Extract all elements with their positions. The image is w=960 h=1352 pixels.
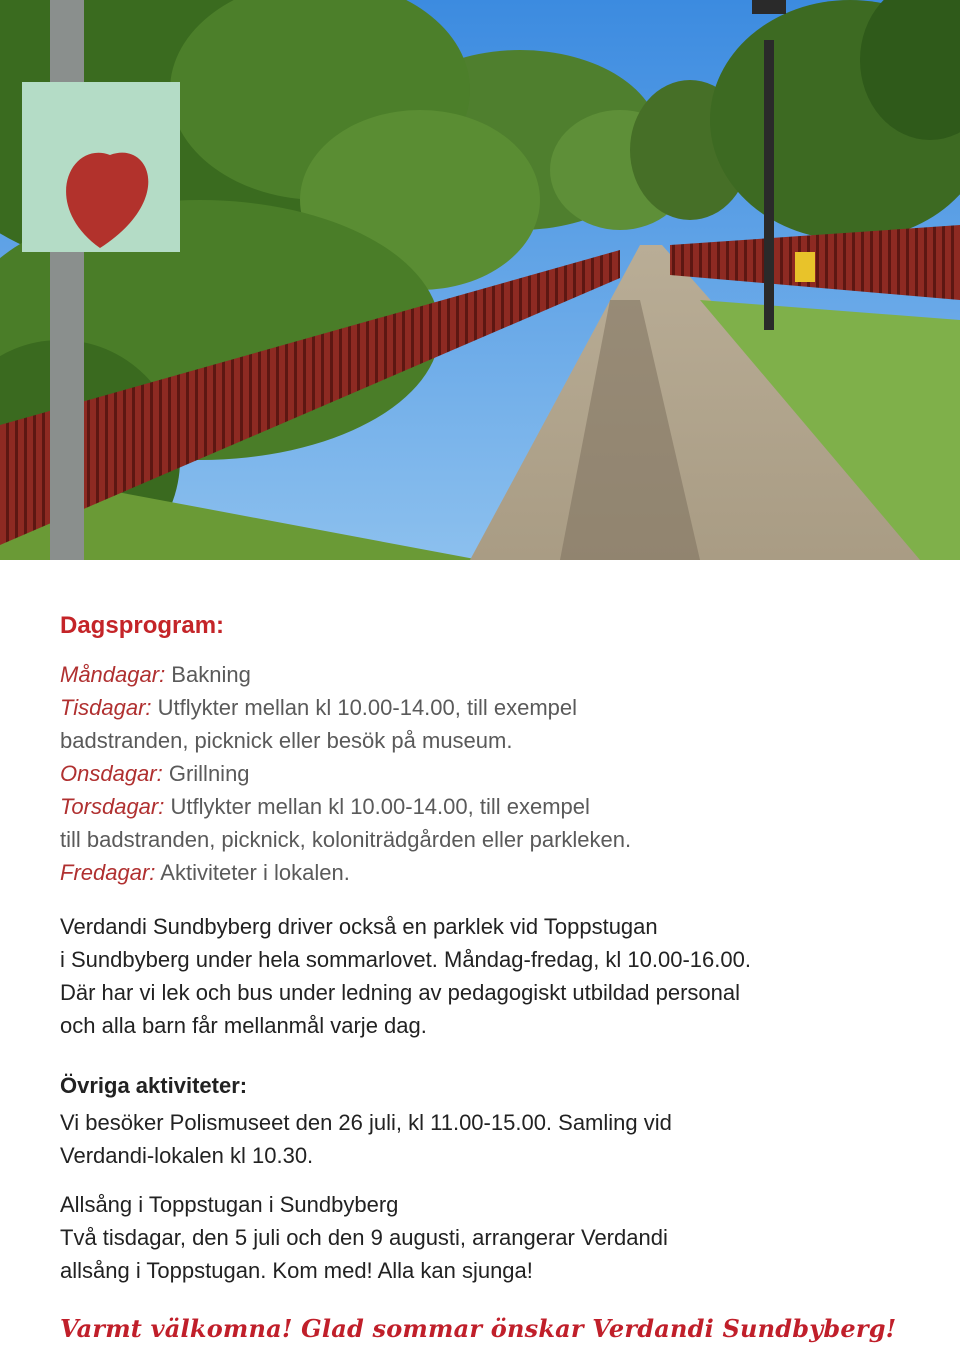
schedule-tuesday-cont: badstranden, picknick eller besök på museum. — [60, 728, 513, 753]
park-path-photo — [0, 0, 960, 560]
parklek-line-2: i Sundbyberg under hela sommarlovet. Måndag-fredag, kl 10.00-16.00. — [60, 947, 751, 972]
parklek-line-3: Där har vi lek och bus under ledning av pedagogiskt utbildad personal — [60, 980, 740, 1005]
schedule-thursday-cont: till badstranden, picknick, koloniträdgården eller parkleken. — [60, 827, 632, 852]
program-heading: Dagsprogram: — [60, 612, 225, 639]
parklek-line-4: och alla barn får mellanmål varje dag. — [60, 1013, 427, 1038]
footer-greeting: Varmt välkomna! Glad sommar önskar Verdandi Sundbyberg! — [60, 1314, 897, 1343]
schedule-monday: Måndagar: Bakning — [60, 662, 251, 687]
allsang-line-2: Två tisdagar, den 5 juli och den 9 augusti, arrangerar Verdandi — [60, 1225, 668, 1250]
parklek-line-1: Verdandi Sundbyberg driver också en parklek vid Toppstugan — [60, 914, 658, 939]
allsang-line-1: Allsång i Toppstugan i Sundbyberg — [60, 1192, 399, 1217]
schedule-friday: Fredagar: Aktiviteter i lokalen. — [60, 860, 350, 885]
ovriga-line-2: Verdandi-lokalen kl 10.30. — [60, 1143, 314, 1168]
schedule-wednesday: Onsdagar: Grillning — [60, 761, 250, 786]
allsang-line-3: allsång i Toppstugan. Kom med! Alla kan sjunga! — [60, 1258, 533, 1283]
ovriga-line-1: Vi besöker Polismuseet den 26 juli, kl 11.00-15.00. Samling vid — [60, 1110, 672, 1135]
schedule-thursday: Torsdagar: Utflykter mellan kl 10.00-14.00, till exempel — [60, 794, 590, 819]
ovriga-heading: Övriga aktiviteter: — [60, 1073, 248, 1098]
schedule-tuesday: Tisdagar: Utflykter mellan kl 10.00-14.00, till exempel — [60, 695, 578, 720]
